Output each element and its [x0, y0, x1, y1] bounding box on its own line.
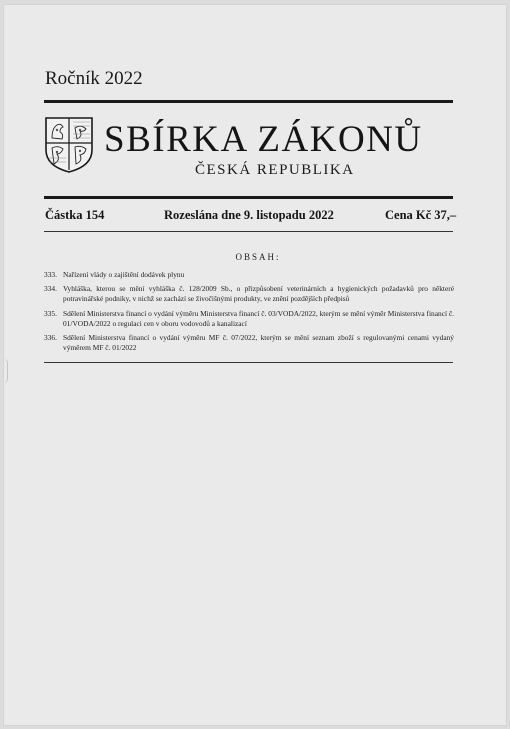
contents-list	[44, 270, 454, 357]
contents-item-text: Sdělení Ministerstva financí o vydání výměru Ministerstva financí č. 03/VODA/2022, kterým se mění výměr Ministerstva financí č. 01/VODA/2022 o regulaci cen v oboru vodovodů a kanalizací	[63, 308, 455, 328]
issue-distribution-date: Rozeslána dne 9. listopadu 2022	[164, 208, 334, 222]
page-fold-mark	[3, 359, 8, 383]
contents-item	[44, 284, 454, 304]
issue-price: Cena Kč 37,–	[385, 208, 457, 222]
header-rule-top	[44, 100, 453, 103]
contents-item-number: 333.	[44, 270, 57, 279]
contents-item	[44, 270, 454, 280]
contents-item-number: 335.	[44, 308, 57, 318]
contents-item	[44, 309, 454, 329]
czech-coat-of-arms-icon	[44, 116, 94, 174]
header-rule-bottom	[44, 196, 453, 199]
contents-item	[44, 333, 454, 353]
contents-item-text: Vyhláška, kterou se mění vyhláška č. 128/2009 Sb., o přizpůsobení veterinárních a hygienických požadavků pro některé potravinářské podniky, v nichž se zachází se živočišnými produkty, ve znění pozdějších předpisů	[63, 284, 454, 304]
contents-item-text: Nařízení vlády o zajištění dodávek plynu	[63, 270, 185, 279]
contents-rule	[44, 362, 453, 363]
info-rule	[44, 231, 453, 232]
publication-subtitle: ČESKÁ REPUBLIKA	[195, 162, 355, 178]
publication-title: SBÍRKA ZÁKONŮ	[104, 119, 423, 160]
contents-item-number: 334.	[44, 284, 57, 294]
contents-heading: OBSAH:	[235, 252, 281, 262]
document-page	[3, 4, 507, 726]
issue-part: Částka 154	[45, 208, 105, 222]
year-label: Ročník 2022	[45, 68, 143, 89]
contents-item-number: 336.	[44, 333, 57, 343]
contents-item-text: Sdělení Ministerstva financí o vydání výměru MF č. 07/2022, kterým se mění seznam zboží s regulovanými cenami vydaný výměrem MF č. 01/2022	[63, 333, 454, 353]
